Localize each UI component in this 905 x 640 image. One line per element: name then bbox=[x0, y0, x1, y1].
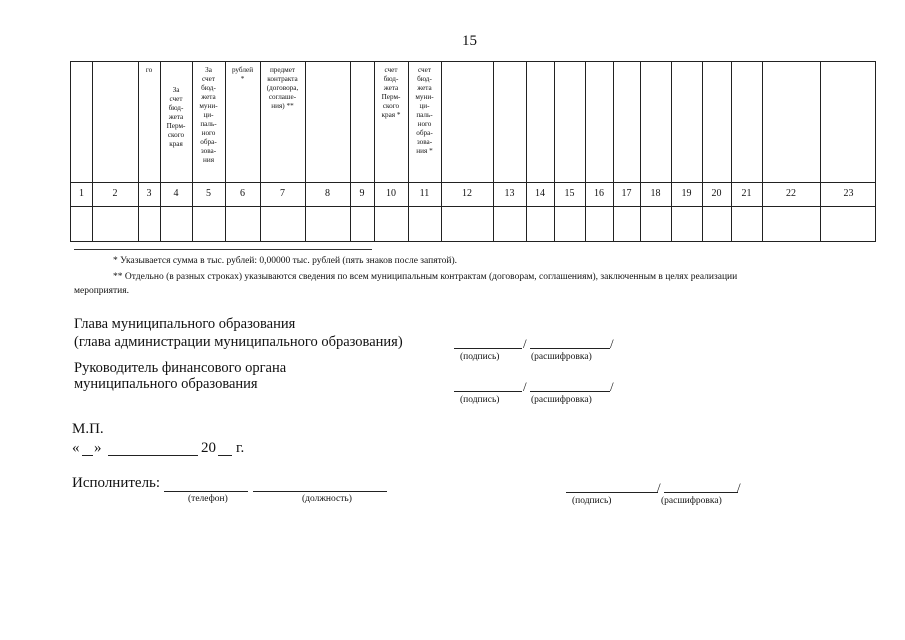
report-table bbox=[70, 61, 876, 242]
column-number-23: 23 bbox=[843, 188, 854, 199]
header-cell-col-10 bbox=[374, 66, 408, 120]
table-column-divider bbox=[820, 62, 821, 241]
head-decode-caption: (расшифровка) bbox=[531, 352, 592, 362]
header-cell-line: ния * bbox=[416, 147, 433, 155]
head-sign-caption: (подпись) bbox=[460, 352, 500, 362]
column-number-11: 11 bbox=[419, 188, 430, 199]
header-cell-line: ци- bbox=[419, 102, 430, 110]
date-year-prefix: 20 bbox=[201, 440, 216, 456]
table-column-divider bbox=[702, 62, 703, 241]
column-number-5: 5 bbox=[206, 188, 211, 199]
column-number-22: 22 bbox=[786, 188, 796, 199]
stamp-label: М.П. bbox=[72, 421, 104, 437]
header-cell-line: счет bbox=[418, 66, 431, 74]
header-cell-col-3 bbox=[138, 66, 160, 75]
table-column-divider bbox=[350, 62, 351, 241]
executor-slash-2: / bbox=[737, 480, 741, 495]
header-cell-line: ного bbox=[201, 129, 216, 137]
header-cell-line: счет bbox=[202, 75, 215, 83]
fin-decode-line bbox=[530, 391, 610, 392]
column-number-9: 9 bbox=[359, 188, 365, 199]
header-cell-line: бюд- bbox=[201, 84, 216, 92]
table-column-divider bbox=[671, 62, 672, 241]
fin-sign-caption: (подпись) bbox=[460, 395, 500, 405]
header-cell-line: За bbox=[172, 86, 180, 94]
column-number-15: 15 bbox=[564, 188, 575, 199]
executor-sign-line bbox=[566, 492, 658, 493]
header-cell-line: * bbox=[240, 75, 245, 83]
column-number-12: 12 bbox=[462, 188, 472, 199]
header-cell-line: Перм- bbox=[381, 93, 401, 101]
date-year-suffix: г. bbox=[236, 440, 245, 456]
footnote-2-continued: мероприятия. bbox=[74, 286, 129, 296]
column-number-13: 13 bbox=[504, 188, 515, 199]
header-cell-line: края * bbox=[381, 111, 401, 119]
fin-decode-caption: (расшифровка) bbox=[531, 395, 592, 405]
header-cell-line: паль- bbox=[416, 111, 433, 119]
header-cell-line: бюд- bbox=[417, 75, 432, 83]
head-decode-line bbox=[530, 348, 610, 349]
header-cell-line: жета bbox=[383, 84, 399, 92]
table-column-divider bbox=[526, 62, 527, 241]
column-number-1: 1 bbox=[79, 188, 84, 199]
table-column-divider bbox=[613, 62, 614, 241]
executor-position-line bbox=[253, 491, 387, 492]
date-open-quote: « bbox=[72, 440, 80, 456]
header-cell-line: Перм- bbox=[166, 122, 186, 130]
column-number-8: 8 bbox=[325, 188, 330, 199]
column-number-10: 10 bbox=[386, 188, 396, 199]
header-cell-col-7 bbox=[260, 66, 305, 111]
table-column-divider bbox=[554, 62, 555, 241]
header-cell-col-11 bbox=[408, 66, 441, 156]
header-cell-line: предмет bbox=[269, 66, 296, 74]
date-day-line bbox=[82, 455, 93, 456]
header-cell-line: счет bbox=[384, 66, 398, 74]
header-cell-line: счет bbox=[169, 95, 183, 103]
page-number: 15 bbox=[462, 33, 477, 49]
date-close-quote: » bbox=[94, 440, 102, 456]
header-cell-line: муни- bbox=[415, 93, 434, 101]
date-year-line bbox=[218, 455, 232, 456]
executor-phone-line bbox=[164, 491, 248, 492]
header-cell-line: муни- bbox=[199, 102, 218, 110]
header-cell-line: ского bbox=[167, 131, 185, 139]
header-cell-line: жета bbox=[417, 84, 432, 92]
head-slash-2: / bbox=[610, 336, 614, 351]
header-cell-line: жета bbox=[201, 93, 216, 101]
header-cell-line: контракта bbox=[267, 75, 298, 83]
fin-title-line1: Руководитель финансового органа bbox=[74, 360, 287, 376]
header-cell-line: жета bbox=[168, 113, 184, 121]
footnote-1: * Указывается сумма в тыс. рублей: 0,00000 тыс. рублей (пять знаков после запятой). bbox=[113, 256, 457, 266]
header-cell-line: ского bbox=[382, 102, 400, 110]
executor-decode-line bbox=[664, 492, 738, 493]
executor-sign-caption: (подпись) bbox=[572, 496, 612, 506]
header-cell-col-5 bbox=[192, 66, 225, 165]
date-month-line bbox=[108, 455, 198, 456]
executor-phone-caption: (телефон) bbox=[188, 494, 228, 504]
executor-slash-1: / bbox=[657, 480, 661, 495]
footnote-2: ** Отдельно (в разных строках) указываются сведения по всем муниципальным контрактам (договорам, соглашениям), заключенным в целях реализации bbox=[113, 272, 738, 282]
header-cell-line: обра- bbox=[416, 129, 433, 137]
fin-slash-2: / bbox=[610, 379, 614, 394]
header-cell-line: рублей bbox=[231, 66, 254, 74]
table-column-divider bbox=[225, 62, 226, 241]
footnote-rule bbox=[74, 249, 372, 250]
column-number-21: 21 bbox=[741, 188, 752, 199]
column-number-20: 20 bbox=[711, 188, 722, 199]
column-number-6: 6 bbox=[240, 188, 245, 199]
executor-label: Исполнитель: bbox=[72, 475, 161, 491]
table-column-divider bbox=[493, 62, 494, 241]
header-cell-line: края bbox=[169, 140, 183, 148]
head-slash-1: / bbox=[523, 336, 527, 351]
header-cell-line: бюд- bbox=[168, 104, 184, 112]
head-title-line2: (глава администрации муниципального образования) bbox=[74, 334, 403, 350]
column-number-3: 3 bbox=[146, 188, 152, 199]
header-cell-line: За bbox=[205, 66, 212, 74]
header-cell-col-6 bbox=[225, 66, 260, 84]
header-cell-line: (договора, bbox=[266, 84, 299, 92]
executor-decode-caption: (расшифровка) bbox=[661, 496, 722, 506]
header-cell-line: зова- bbox=[416, 138, 433, 146]
header-cell-line: го bbox=[145, 66, 153, 74]
table-column-divider bbox=[441, 62, 442, 241]
header-cell-line: паль- bbox=[200, 120, 217, 128]
table-column-divider bbox=[305, 62, 306, 241]
fin-slash-1: / bbox=[523, 379, 527, 394]
column-number-2: 2 bbox=[112, 188, 118, 199]
fin-title-line2: муниципального образования bbox=[74, 376, 258, 392]
column-number-16: 16 bbox=[594, 188, 604, 199]
column-number-19: 19 bbox=[681, 188, 692, 199]
header-cell-col-4 bbox=[160, 86, 192, 149]
column-number-17: 17 bbox=[621, 188, 632, 199]
head-title-line1: Глава муниципального образования bbox=[74, 316, 296, 332]
table-column-divider bbox=[138, 62, 139, 241]
column-number-4: 4 bbox=[173, 188, 179, 199]
executor-position-caption: (должность) bbox=[302, 494, 352, 504]
header-cell-line: ного bbox=[417, 120, 432, 128]
table-column-divider bbox=[640, 62, 641, 241]
header-cell-line: бюд- bbox=[383, 75, 399, 83]
column-number-7: 7 bbox=[280, 188, 285, 199]
table-column-divider bbox=[92, 62, 93, 241]
header-cell-line: ци- bbox=[203, 111, 214, 119]
header-cell-line: обра- bbox=[200, 138, 217, 146]
header-cell-line: зова- bbox=[200, 147, 217, 155]
table-column-divider bbox=[762, 62, 763, 241]
header-cell-line: ния bbox=[203, 156, 214, 164]
fin-sign-line bbox=[454, 391, 522, 392]
table-column-divider bbox=[731, 62, 732, 241]
table-column-divider bbox=[585, 62, 586, 241]
header-cell-line: ния) ** bbox=[271, 102, 294, 110]
header-cell-line: соглаше- bbox=[268, 93, 297, 101]
column-number-14: 14 bbox=[535, 188, 545, 199]
column-number-18: 18 bbox=[650, 188, 661, 199]
head-sign-line bbox=[454, 348, 522, 349]
